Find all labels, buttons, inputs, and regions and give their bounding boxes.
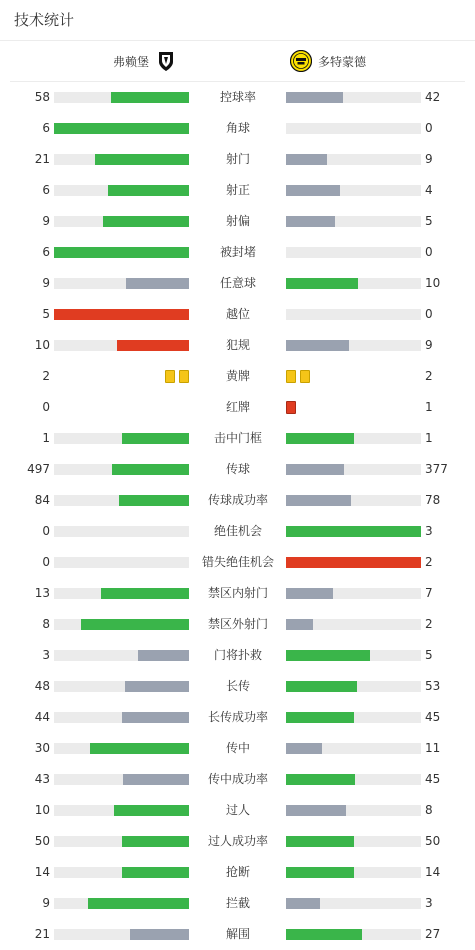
home-bar-track bbox=[54, 898, 189, 909]
away-bar-fill bbox=[286, 712, 354, 723]
away-bar-track bbox=[286, 836, 421, 847]
away-bar-track bbox=[286, 216, 421, 227]
away-value: 45 bbox=[425, 710, 441, 724]
away-cards bbox=[286, 401, 296, 414]
stat-row bbox=[0, 919, 475, 950]
home-bar-fill bbox=[114, 805, 189, 816]
away-bar-fill bbox=[286, 929, 362, 940]
home-bar-fill bbox=[101, 588, 189, 599]
home-bar-track bbox=[54, 557, 189, 568]
stat-row bbox=[0, 82, 475, 113]
stat-label: 传球 bbox=[225, 462, 250, 476]
freiburg-logo-icon bbox=[155, 50, 177, 72]
stat-row bbox=[0, 423, 475, 454]
away-value: 3 bbox=[425, 524, 433, 538]
away-bar-track bbox=[286, 92, 421, 103]
home-value: 9 bbox=[42, 276, 50, 290]
away-bar-track bbox=[286, 898, 421, 909]
away-bar-track bbox=[286, 650, 421, 661]
stat-row bbox=[0, 113, 475, 144]
home-bar-track bbox=[54, 309, 189, 320]
home-bar-track bbox=[54, 495, 189, 506]
home-bar-fill bbox=[125, 681, 189, 692]
home-bar-fill bbox=[122, 867, 190, 878]
away-value: 8 bbox=[425, 803, 433, 817]
stat-row bbox=[0, 764, 475, 795]
home-bar-fill bbox=[111, 92, 189, 103]
away-value: 14 bbox=[425, 865, 441, 879]
away-bar-fill bbox=[286, 185, 340, 196]
home-bar-track bbox=[54, 216, 189, 227]
stat-label: 长传成功率 bbox=[207, 710, 268, 724]
stat-label: 射偏 bbox=[225, 214, 250, 228]
stat-row bbox=[0, 733, 475, 764]
away-value: 1 bbox=[425, 431, 433, 445]
home-value: 44 bbox=[34, 710, 50, 724]
away-value: 45 bbox=[425, 772, 441, 786]
away-bar-fill bbox=[286, 464, 344, 475]
away-bar-fill bbox=[286, 278, 358, 289]
red-card-icon bbox=[286, 401, 296, 414]
away-value: 377 bbox=[425, 462, 448, 476]
away-bar-track bbox=[286, 185, 421, 196]
stat-label: 传中成功率 bbox=[207, 772, 268, 786]
stat-row bbox=[0, 299, 475, 330]
home-bar-track bbox=[54, 712, 189, 723]
home-bar-fill bbox=[122, 712, 189, 723]
away-bar-track bbox=[286, 712, 421, 723]
away-bar-track bbox=[286, 247, 421, 258]
away-bar-fill bbox=[286, 898, 320, 909]
home-bar-track bbox=[54, 154, 189, 165]
home-bar-fill bbox=[81, 619, 189, 630]
away-value: 53 bbox=[425, 679, 441, 693]
stat-label: 拦截 bbox=[225, 896, 250, 910]
away-value: 0 bbox=[425, 121, 433, 135]
home-value: 48 bbox=[34, 679, 50, 693]
yellow-card-icon bbox=[165, 370, 175, 383]
home-bar-track bbox=[54, 619, 189, 630]
away-bar-fill bbox=[286, 216, 335, 227]
stat-label: 角球 bbox=[225, 121, 250, 135]
home-value: 2 bbox=[42, 369, 50, 383]
away-bar-fill bbox=[286, 92, 343, 103]
away-team[interactable] bbox=[290, 49, 366, 73]
home-value: 10 bbox=[34, 803, 50, 817]
home-value: 14 bbox=[34, 865, 50, 879]
home-value: 1 bbox=[42, 431, 50, 445]
stat-label: 长传 bbox=[225, 679, 250, 693]
stat-row bbox=[0, 826, 475, 857]
away-value: 0 bbox=[425, 307, 433, 321]
home-bar-fill bbox=[117, 340, 189, 351]
stat-label: 绝佳机会 bbox=[213, 524, 262, 538]
away-value: 2 bbox=[425, 617, 433, 631]
away-value: 1 bbox=[425, 400, 433, 414]
home-bar-track bbox=[54, 743, 189, 754]
away-bar-fill bbox=[286, 774, 355, 785]
away-bar-track bbox=[286, 929, 421, 940]
home-value: 9 bbox=[42, 896, 50, 910]
home-bar-track bbox=[54, 774, 189, 785]
home-bar-track bbox=[54, 123, 189, 134]
stat-label: 过人 bbox=[225, 803, 250, 817]
stat-row bbox=[0, 454, 475, 485]
stat-row bbox=[0, 795, 475, 826]
home-bar-track bbox=[54, 588, 189, 599]
home-value: 5 bbox=[42, 307, 50, 321]
home-value: 6 bbox=[42, 121, 50, 135]
away-bar-fill bbox=[286, 681, 357, 692]
away-bar-track bbox=[286, 309, 421, 320]
home-bar-track bbox=[54, 681, 189, 692]
away-value: 5 bbox=[425, 214, 433, 228]
away-bar-track bbox=[286, 805, 421, 816]
stat-label: 击中门框 bbox=[213, 431, 262, 445]
away-cards bbox=[286, 370, 310, 383]
away-bar-track bbox=[286, 433, 421, 444]
home-bar-track bbox=[54, 929, 189, 940]
away-value: 78 bbox=[425, 493, 441, 507]
stat-row bbox=[0, 237, 475, 268]
away-bar-track bbox=[286, 154, 421, 165]
stat-label: 传中 bbox=[225, 741, 250, 755]
stat-label: 过人成功率 bbox=[207, 834, 268, 848]
home-bar-track bbox=[54, 185, 189, 196]
home-value: 10 bbox=[34, 338, 50, 352]
stat-row bbox=[0, 547, 475, 578]
away-bar-track bbox=[286, 123, 421, 134]
home-bar-track bbox=[54, 464, 189, 475]
stat-row bbox=[0, 702, 475, 733]
away-value: 9 bbox=[425, 152, 433, 166]
stat-row bbox=[0, 516, 475, 547]
home-bar-track bbox=[54, 278, 189, 289]
home-bar-fill bbox=[103, 216, 189, 227]
stat-label: 红牌 bbox=[225, 400, 250, 414]
stat-label: 控球率 bbox=[219, 90, 256, 104]
stat-row bbox=[0, 888, 475, 919]
away-bar-fill bbox=[286, 805, 346, 816]
stat-label: 传球成功率 bbox=[207, 493, 268, 507]
home-bar-fill bbox=[123, 774, 189, 785]
away-bar-fill bbox=[286, 340, 349, 351]
away-bar-track bbox=[286, 495, 421, 506]
stat-row bbox=[0, 857, 475, 888]
stat-label: 任意球 bbox=[219, 276, 256, 290]
away-bar-fill bbox=[286, 495, 351, 506]
stat-label: 禁区外射门 bbox=[207, 617, 268, 631]
home-bar-fill bbox=[122, 836, 190, 847]
yellow-card-icon bbox=[300, 370, 310, 383]
away-bar-track bbox=[286, 681, 421, 692]
home-value: 30 bbox=[34, 741, 50, 755]
away-bar-fill bbox=[286, 743, 322, 754]
home-bar-track bbox=[54, 526, 189, 537]
away-bar-track bbox=[286, 557, 421, 568]
away-value: 42 bbox=[425, 90, 441, 104]
stats-list bbox=[0, 82, 475, 950]
stat-row bbox=[0, 206, 475, 237]
away-bar-fill bbox=[286, 867, 354, 878]
home-bar-fill bbox=[126, 278, 189, 289]
stat-row bbox=[0, 609, 475, 640]
away-bar-track bbox=[286, 278, 421, 289]
away-value: 2 bbox=[425, 369, 433, 383]
home-value: 9 bbox=[42, 214, 50, 228]
home-value: 3 bbox=[42, 648, 50, 662]
away-value: 9 bbox=[425, 338, 433, 352]
home-team-name: 弗赖堡 bbox=[112, 54, 149, 69]
home-bar-fill bbox=[90, 743, 189, 754]
stat-label: 犯规 bbox=[225, 338, 250, 352]
home-team[interactable] bbox=[113, 49, 177, 73]
home-bar-fill bbox=[54, 309, 189, 320]
yellow-card-icon bbox=[286, 370, 296, 383]
home-bar-fill bbox=[54, 123, 189, 134]
stat-label: 错失绝佳机会 bbox=[201, 555, 274, 569]
home-bar-track bbox=[54, 433, 189, 444]
home-bar-fill bbox=[130, 929, 189, 940]
stat-row bbox=[0, 392, 475, 423]
away-bar-track bbox=[286, 464, 421, 475]
home-value: 0 bbox=[42, 400, 50, 414]
away-bar-fill bbox=[286, 836, 354, 847]
home-value: 8 bbox=[42, 617, 50, 631]
home-value: 84 bbox=[34, 493, 50, 507]
home-value: 50 bbox=[34, 834, 50, 848]
home-bar-fill bbox=[122, 433, 190, 444]
stat-row bbox=[0, 640, 475, 671]
away-value: 7 bbox=[425, 586, 433, 600]
away-bar-track bbox=[286, 867, 421, 878]
home-bar-fill bbox=[112, 464, 189, 475]
away-bar-track bbox=[286, 743, 421, 754]
home-bar-track bbox=[54, 650, 189, 661]
home-bar-fill bbox=[95, 154, 190, 165]
stat-label: 禁区内射门 bbox=[207, 586, 268, 600]
stat-row bbox=[0, 671, 475, 702]
home-bar-fill bbox=[138, 650, 189, 661]
home-value: 0 bbox=[42, 524, 50, 538]
home-value: 21 bbox=[34, 927, 50, 941]
away-bar-track bbox=[286, 526, 421, 537]
stat-row bbox=[0, 578, 475, 609]
home-bar-track bbox=[54, 867, 189, 878]
away-value: 4 bbox=[425, 183, 433, 197]
home-value: 6 bbox=[42, 183, 50, 197]
home-bar-track bbox=[54, 340, 189, 351]
away-value: 11 bbox=[425, 741, 441, 755]
home-bar-track bbox=[54, 92, 189, 103]
home-bar-fill bbox=[88, 898, 189, 909]
home-value: 497 bbox=[27, 462, 50, 476]
away-bar-fill bbox=[286, 557, 421, 568]
home-value: 58 bbox=[34, 90, 50, 104]
teams-header bbox=[10, 41, 465, 82]
home-value: 0 bbox=[42, 555, 50, 569]
home-bar-track bbox=[54, 805, 189, 816]
away-bar-fill bbox=[286, 526, 421, 537]
stat-label: 抢断 bbox=[225, 865, 250, 879]
stat-label: 解围 bbox=[225, 927, 250, 941]
home-value: 13 bbox=[34, 586, 50, 600]
home-bar-fill bbox=[108, 185, 189, 196]
stat-row bbox=[0, 330, 475, 361]
home-bar-track bbox=[54, 247, 189, 258]
stat-label: 射正 bbox=[225, 183, 250, 197]
away-bar-track bbox=[286, 774, 421, 785]
stat-label: 被封堵 bbox=[219, 245, 256, 259]
away-value: 2 bbox=[425, 555, 433, 569]
stat-label: 射门 bbox=[225, 152, 250, 166]
home-bar-fill bbox=[119, 495, 189, 506]
away-team-name: 多特蒙德 bbox=[318, 54, 367, 69]
home-value: 21 bbox=[34, 152, 50, 166]
home-bar-fill bbox=[54, 247, 189, 258]
away-bar-fill bbox=[286, 588, 333, 599]
stat-row bbox=[0, 175, 475, 206]
stat-row bbox=[0, 268, 475, 299]
stat-row bbox=[0, 485, 475, 516]
stat-label: 越位 bbox=[225, 307, 250, 321]
away-value: 50 bbox=[425, 834, 441, 848]
home-value: 6 bbox=[42, 245, 50, 259]
dortmund-logo-icon bbox=[290, 50, 312, 72]
stat-label: 黄牌 bbox=[225, 369, 250, 383]
away-value: 27 bbox=[425, 927, 441, 941]
page-title: 技术统计 bbox=[0, 0, 475, 41]
stat-label: 门将扑救 bbox=[213, 648, 262, 662]
away-value: 5 bbox=[425, 648, 433, 662]
stat-row bbox=[0, 361, 475, 392]
away-bar-fill bbox=[286, 619, 313, 630]
home-bar-track bbox=[54, 836, 189, 847]
away-value: 0 bbox=[425, 245, 433, 259]
away-bar-fill bbox=[286, 650, 370, 661]
away-bar-fill bbox=[286, 154, 327, 165]
stat-row bbox=[0, 144, 475, 175]
away-value: 3 bbox=[425, 896, 433, 910]
yellow-card-icon bbox=[179, 370, 189, 383]
away-bar-track bbox=[286, 619, 421, 630]
away-bar-fill bbox=[286, 433, 354, 444]
away-bar-track bbox=[286, 340, 421, 351]
away-bar-track bbox=[286, 588, 421, 599]
away-value: 10 bbox=[425, 276, 441, 290]
home-value: 43 bbox=[34, 772, 50, 786]
home-cards bbox=[165, 370, 189, 383]
